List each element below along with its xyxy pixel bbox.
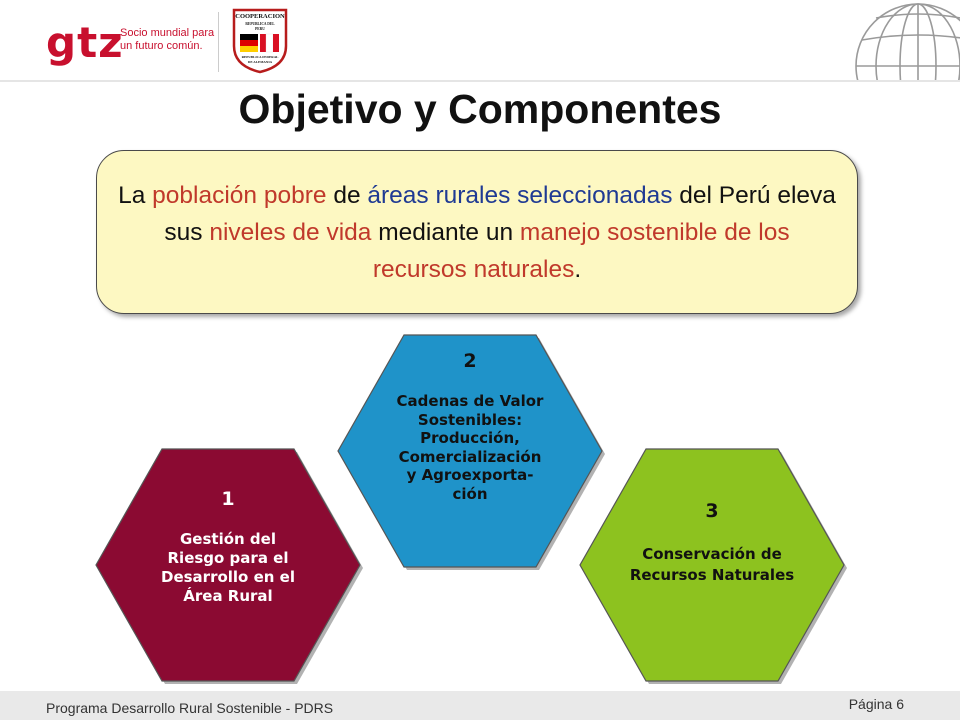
objective-seg-2: población pobre xyxy=(152,181,327,209)
component-2-line-6: ción xyxy=(452,484,488,503)
objective-text xyxy=(97,177,857,288)
footer-page-number: Página 6 xyxy=(848,696,904,712)
gtz-tagline xyxy=(120,27,214,53)
gtz-logo: gtz xyxy=(46,18,124,67)
objective-seg-9: . xyxy=(574,255,582,283)
emblem-bottom1-text: REPUBLICA FEDERAL xyxy=(241,55,279,59)
component-1-line-2: Riesgo para el xyxy=(167,549,289,567)
component-3-number: 3 xyxy=(705,500,719,522)
objective-seg-8: manejo sostenible de los recursos naturales xyxy=(372,218,790,283)
component-3-hexagon xyxy=(576,446,848,684)
emblem-line3-text: PERU xyxy=(255,27,265,31)
objective-seg-4: áreas rurales seleccionadas xyxy=(367,181,673,209)
component-1-number: 1 xyxy=(221,488,235,510)
german-flag xyxy=(240,34,258,52)
objective-seg-6: niveles de vida xyxy=(209,218,372,246)
objective-seg-7: mediante un xyxy=(371,218,520,246)
globe-icon xyxy=(836,0,960,82)
component-2-label xyxy=(334,392,606,503)
objective-seg-1: La xyxy=(118,181,153,209)
component-2-line-3: Producción, xyxy=(420,429,520,447)
emblem-line2-text: REPUBLICA DEL xyxy=(245,22,275,26)
emblem-top-text: COOPERACION xyxy=(235,13,285,20)
component-1-label xyxy=(92,530,364,606)
header-rule xyxy=(0,80,960,82)
component-1-line-4: Área Rural xyxy=(183,587,273,605)
tagline-line-1: Socio mundial para xyxy=(120,27,215,39)
component-3-label xyxy=(576,544,848,586)
component-3-line-1: Conservación de xyxy=(642,545,782,563)
emblem-bottom2-text: DE ALEMANIA xyxy=(247,60,273,64)
component-2-line-5: y Agroexporta- xyxy=(406,466,534,484)
component-2-number: 2 xyxy=(463,350,477,372)
component-2-line-2: Sostenibles: xyxy=(417,410,523,429)
tagline-line-2: un futuro común. xyxy=(120,40,203,52)
peru-flag xyxy=(260,34,279,52)
component-2-hexagon xyxy=(334,332,606,570)
component-2-line-1: Cadenas de Valor xyxy=(396,392,544,410)
footer xyxy=(0,691,960,720)
header xyxy=(0,0,960,82)
component-1-line-1: Gestión del xyxy=(180,530,276,548)
cooperation-emblem xyxy=(232,8,288,74)
page-title: Objetivo y Componentes xyxy=(238,86,722,132)
component-1-line-3: Desarrollo en el xyxy=(161,568,295,586)
footer-program-name: Programa Desarrollo Rural Sostenible - PDRS xyxy=(46,700,334,716)
objective-seg-5: del Perú eleva sus xyxy=(164,181,836,246)
component-1-hexagon xyxy=(92,446,364,684)
objective-box xyxy=(96,150,858,314)
component-2-line-4: Comercialización xyxy=(398,447,542,466)
header-divider xyxy=(218,12,219,72)
component-3-line-2: Recursos Naturales xyxy=(629,566,795,584)
objective-seg-3: de xyxy=(326,181,368,209)
